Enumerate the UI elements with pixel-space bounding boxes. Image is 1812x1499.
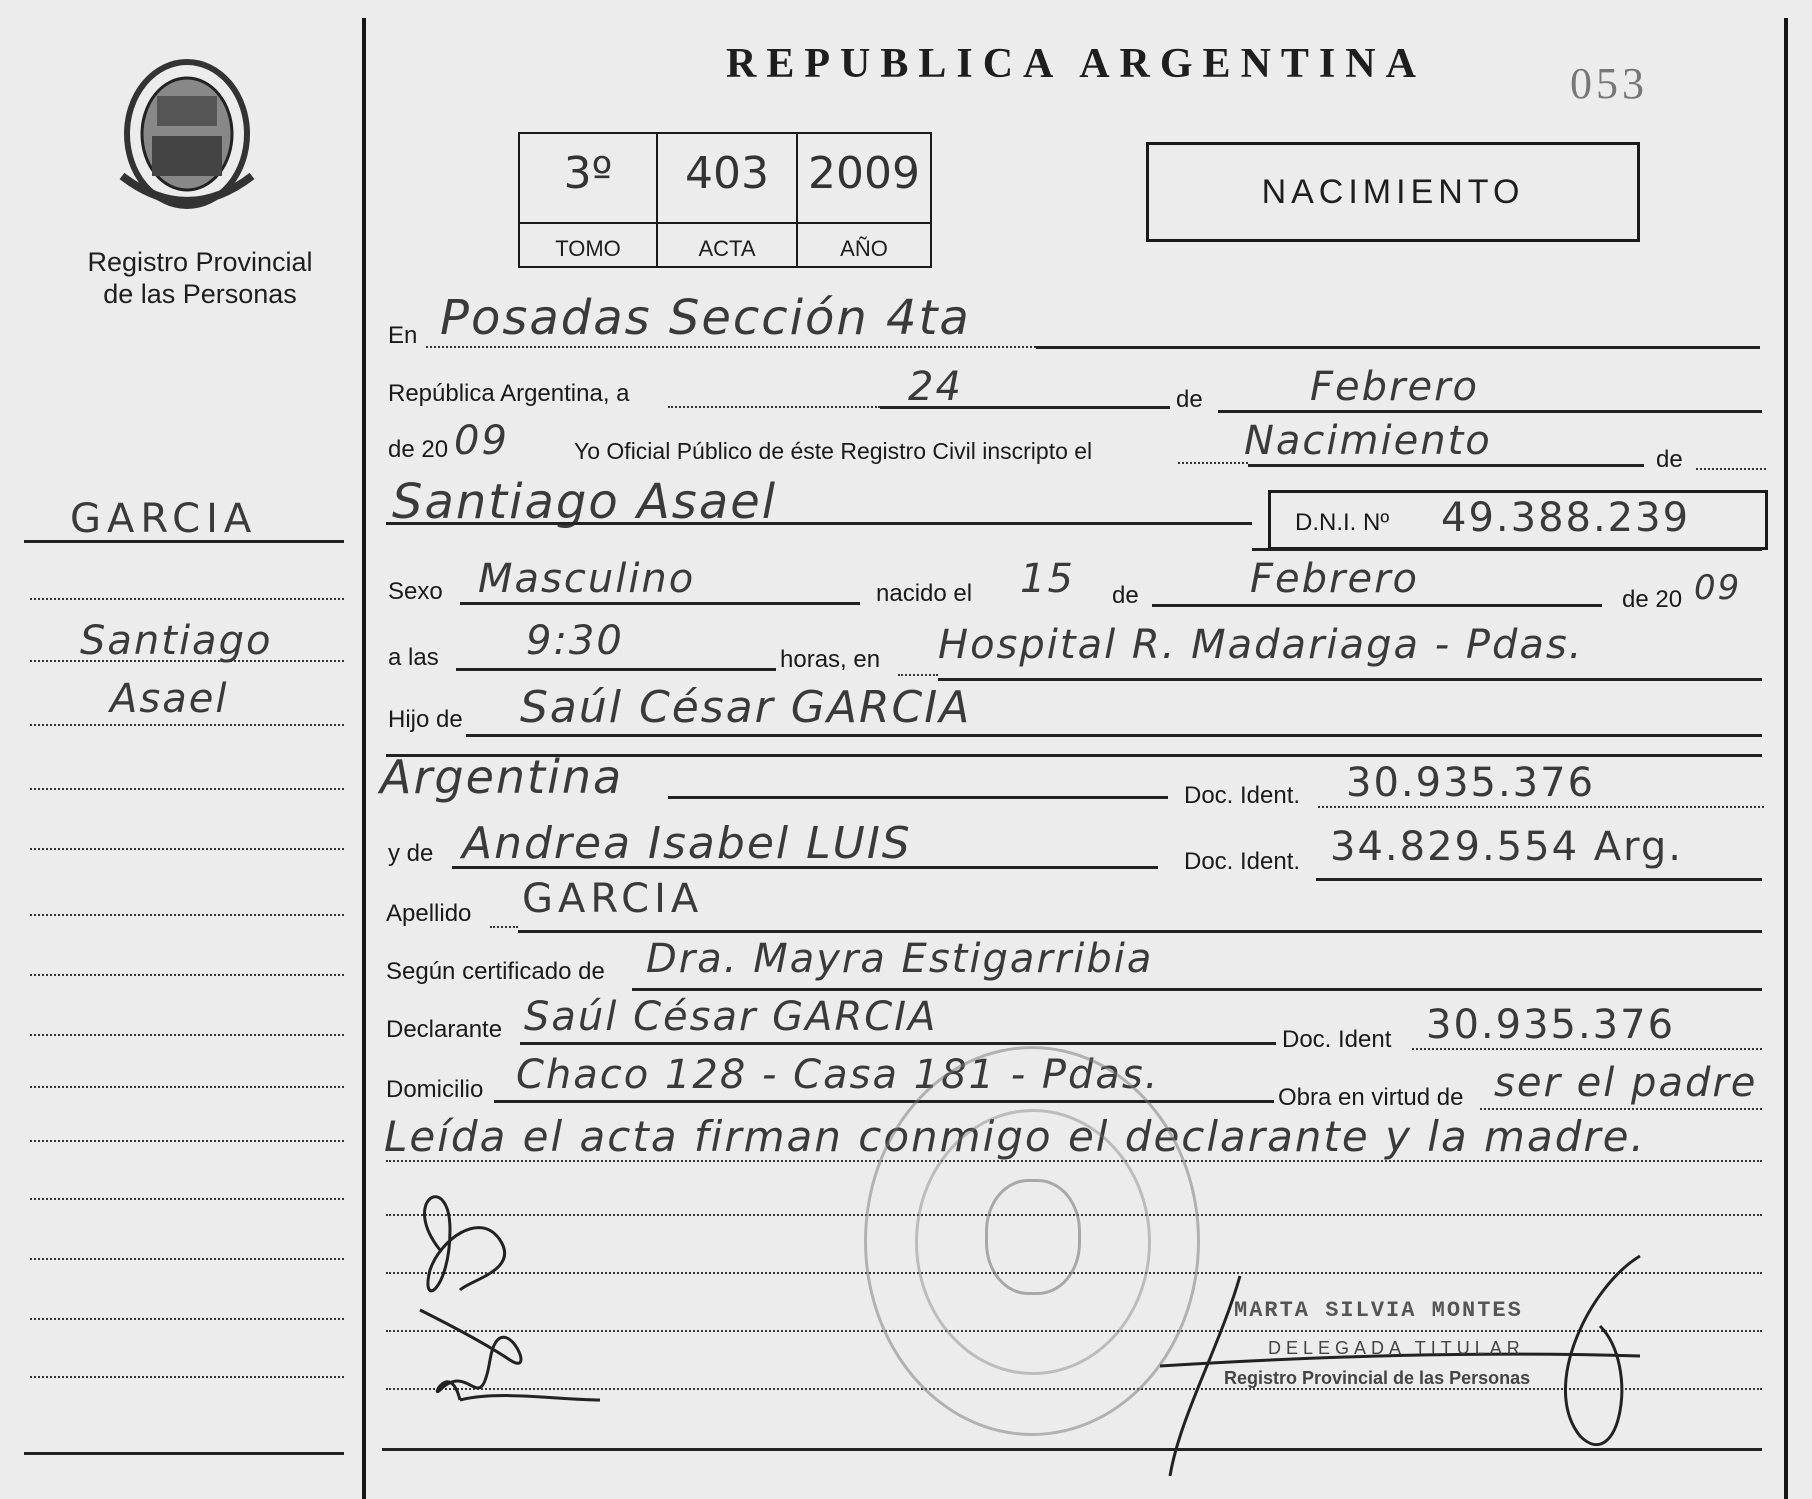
margin-dots (30, 660, 344, 662)
alas-label: a las (388, 644, 439, 671)
row-rule (386, 522, 1252, 525)
nacido-mes: Febrero (1250, 556, 1419, 602)
margin-dots (30, 1198, 344, 1200)
obra-dots (1480, 1108, 1762, 1110)
padre-doc-dots (1318, 806, 1764, 808)
mes-value: Febrero (1310, 364, 1479, 410)
row-rule (1248, 464, 1644, 467)
margin-surname: GARCIA (70, 496, 258, 542)
tomo-cell (518, 132, 658, 268)
dni-box (1268, 490, 1768, 550)
record-type-box (1146, 142, 1640, 242)
row-rule (1316, 878, 1762, 881)
margin-dots (30, 1258, 344, 1260)
margin-rule-bottom (24, 1452, 344, 1455)
anio-prefix: de 20 (388, 436, 449, 463)
registry-name (40, 246, 360, 310)
cell-divider (798, 222, 930, 224)
registry-line1: Registro Provincial (87, 247, 313, 277)
margin-dots (30, 1140, 344, 1142)
dni-label: D.N.I. Nº (1295, 509, 1390, 536)
anio-suffix: 09 (454, 418, 509, 464)
nacido-dia: 15 (1020, 556, 1075, 602)
de-label: de (1176, 386, 1203, 413)
republica-label: República Argentina, a (388, 380, 630, 407)
domicilio-label: Domicilio (386, 1076, 484, 1103)
en-value: Posadas Sección 4ta (440, 290, 971, 346)
padre-doc-value: 30.935.376 (1346, 760, 1596, 806)
record-type: NACIMIENTO (1261, 173, 1525, 211)
declarante-value: Saúl César GARCIA (524, 994, 938, 1040)
row-rule (668, 796, 1168, 799)
apellido-dots (490, 926, 518, 928)
official-title: DELEGADA TITULAR (1268, 1338, 1525, 1358)
margin-dots (30, 1376, 344, 1378)
apellido-label: Apellido (386, 900, 472, 927)
row-rule (456, 668, 776, 671)
yde-label: y de (388, 840, 434, 867)
margin-given2: Asael (110, 676, 229, 722)
de3-label: de (1112, 582, 1139, 609)
madre-value: Andrea Isabel LUIS (462, 818, 912, 869)
declarante-doc-value: 30.935.376 (1426, 1002, 1676, 1048)
de2-dots (1696, 468, 1766, 470)
anio-cell (796, 132, 932, 268)
dia-dots (668, 406, 880, 408)
row-rule (460, 602, 860, 605)
margin-dots (30, 598, 344, 600)
anio-label: AÑO (840, 236, 888, 261)
obra-label: Obra en virtud de (1278, 1084, 1464, 1111)
row-rule (1152, 604, 1602, 607)
margin-dots (30, 788, 344, 790)
row-rule (880, 406, 1170, 409)
row-rule (520, 1042, 1276, 1045)
seal-emblem (985, 1179, 1081, 1295)
row-rule (452, 866, 1158, 869)
row-rule (1252, 548, 1762, 551)
dia-value: 24 (908, 364, 963, 410)
margin-given1: Santiago (80, 618, 273, 664)
cell-divider (520, 222, 656, 224)
acta-label: ACTA (698, 236, 756, 261)
doc-ident2-label: Doc. Ident. (1184, 848, 1301, 875)
row-rule (632, 988, 1762, 991)
padre-nac-value: Argentina (380, 750, 624, 804)
obra-value: ser el padre (1494, 1060, 1758, 1106)
declarant-signature (380, 1160, 620, 1420)
margin-dots (30, 1086, 344, 1088)
declarante-label: Declarante (386, 1016, 503, 1043)
row-rule (1036, 346, 1760, 349)
nacido-anio-prefix: de 20 (1622, 586, 1683, 613)
cell-divider (658, 222, 796, 224)
inscripto-value: Nacimiento (1244, 418, 1492, 464)
official-office: Registro Provincial de las Personas (1224, 1368, 1531, 1388)
hijo-label: Hijo de (388, 706, 463, 733)
sexo-value: Masculino (478, 556, 696, 602)
declarante-doc-dots (1412, 1048, 1762, 1050)
tomo-label: TOMO (555, 236, 621, 261)
margin-rule-surname (24, 540, 344, 543)
nacido-label: nacido el (876, 580, 973, 607)
horas-label: horas, en (780, 646, 881, 673)
official-name: MARTA SILVIA MONTES (1234, 1298, 1523, 1323)
frame-line-left (362, 18, 366, 1499)
en-dots (426, 346, 1036, 348)
padre-value: Saúl César GARCIA (520, 682, 972, 733)
page-number: 053 (1570, 59, 1648, 108)
margin-dots (30, 1034, 344, 1036)
apellido-value: GARCIA (522, 876, 704, 922)
acta-cell (656, 132, 798, 268)
dni-value: 49.388.239 (1441, 495, 1691, 541)
oficial-label: Yo Oficial Público de éste Registro Civil inscripto el (574, 438, 1093, 464)
acta-value: 403 (685, 148, 769, 199)
row-rule (466, 734, 1762, 737)
domicilio-value: Chaco 128 - Casa 181 - Pdas. (516, 1052, 1160, 1098)
segun-label: Según certificado de (386, 958, 605, 985)
en-label: En (388, 322, 418, 349)
doc-ident3-label: Doc. Ident (1282, 1026, 1392, 1053)
leida-value: Leída el acta firman conmigo el declarante y la madre. (384, 1112, 1646, 1161)
anio-value: 2009 (808, 148, 920, 199)
official-seal (864, 1046, 1200, 1436)
registry-line2: de las Personas (103, 279, 297, 309)
official-signature (1160, 1246, 1660, 1476)
de2-label: de (1656, 446, 1683, 473)
margin-dots (30, 974, 344, 976)
inscripto-dots (1178, 462, 1248, 464)
madre-doc-value: 34.829.554 Arg. (1330, 824, 1683, 870)
margin-dots (30, 1318, 344, 1320)
row-rule (518, 930, 1762, 933)
lugar-dots (898, 674, 938, 676)
hora-value: 9:30 (526, 618, 624, 664)
certificado-value: Dra. Mayra Estigarribia (646, 936, 1154, 982)
tomo-value: 3º (563, 148, 613, 199)
row-rule (1218, 410, 1762, 413)
nombre-value: Santiago Asael (392, 474, 778, 530)
doc-ident-label: Doc. Ident. (1184, 782, 1301, 809)
country-title: REPUBLICA ARGENTINA (726, 41, 1426, 87)
sexo-label: Sexo (388, 578, 443, 605)
margin-dots (30, 848, 344, 850)
row-rule (938, 678, 1762, 681)
misiones-emblem (112, 56, 262, 216)
frame-line-right (1784, 18, 1788, 1499)
lugar-value: Hospital R. Madariaga - Pdas. (938, 622, 1584, 668)
margin-dots (30, 914, 344, 916)
nacido-anio-suffix: 09 (1694, 568, 1742, 608)
margin-dots (30, 724, 344, 726)
row-rule (494, 1100, 1274, 1103)
